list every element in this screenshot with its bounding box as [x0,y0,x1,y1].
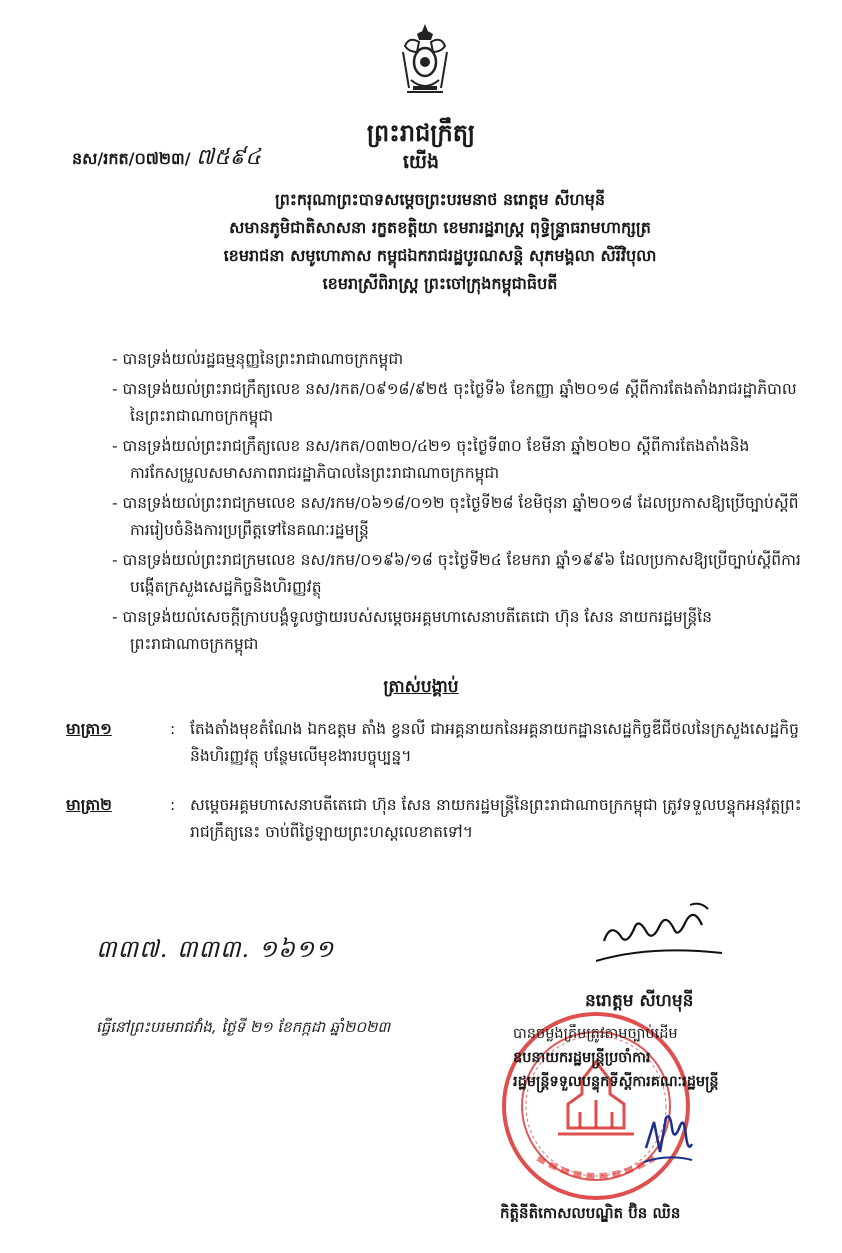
place-and-date: ធ្វើនៅព្រះបរមរាជវាំង, ថ្ងៃទី ២១ ខែកក្កដា ឆ្នាំ២០២៣ [96,1018,391,1036]
consideration-item: - បានទ្រង់យល់ព្រះរាជក្រមលេខ នស/រកម/០១៩៦/១៨ ចុះថ្ងៃទី២៤ ខែមករា ឆ្នាំ១៩៩៦ ដែលប្រកាសឱ្យប្រើច្បាប់ស្តីពីការបង្កើតក្រសួងសេដ្ឋកិច្ចនិងហិរញ្ញវត្ថុ [112,551,801,596]
article-text: សម្តេចអគ្គមហាសេនាបតីតេជោ ហ៊ុន សែន នាយករដ្ឋមន្ត្រីនៃព្រះរាជាណាចក្រកម្ពុជា ត្រូវទទួលបន្ទុកអនុវត្តព្រះរាជក្រឹត្យនេះ ចាប់ពីថ្ងៃឡាយព្រះហស្តលេខាតទៅ។ [190,796,802,841]
we-heading: យើង [402,151,440,173]
royal-titles [160,186,720,298]
king-name: នរោត្តម សីហមុនី [585,991,694,1011]
consideration-item: - បានទ្រង់យល់ព្រះរាជក្រឹត្យលេខ នស/រកត/០៣២០/៤២១ ចុះថ្ងៃទី៣០ ខែមីនា ឆ្នាំ២០២០ ស្តីពីការតែងតាំងនិងការកែសម្រួលសមាសភាពរាជរដ្ឋាភិបាលនៃព្រះរាជាណាចក្រកម្ពុជា [112,437,750,482]
considerations-list [112,346,802,661]
certifier-signature [640,1108,696,1168]
article-label: មាត្រា២ [66,796,112,814]
article-colon: : [170,796,176,814]
decree-heading: ត្រាស់បង្គាប់ [383,677,459,697]
royal-title-line: ខេមរាជនា សមូហោភាស កម្ពុជឯករាជរដ្ឋបូរណសន្តិ សុភមង្គលា សិរីវិបុលា [223,246,657,265]
article-2 [66,792,806,846]
king-signature [590,895,730,975]
royal-title-line: ខេមរាស្រីពិរាស្ត្រ ព្រះចៅក្រុងកម្ពុជាធិបតី [322,274,558,293]
consideration-item: - បានទ្រង់យល់សេចក្តីក្រាបបង្គំទូលថ្វាយរបស់សម្តេចអគ្គមហាសេនាបតីតេជោ ហ៊ុន សែន នាយករដ្ឋមន្ត្រីនៃព្រះរាជាណាចក្រកម្ពុជា [112,608,712,653]
certifier-name: កិត្តិនីតិកោសលបណ្ឌិត ប៊ិន ឈិន [500,1204,681,1222]
document-title: ព្រះរាជក្រឹត្យ [366,119,476,147]
article-1 [66,716,806,770]
article-text: តែងតាំងមុខតំណែង ឯកឧត្តម តាំង ខ្វនលី ជាអគ្គនាយកនៃអគ្គនាយកដ្ឋានសេដ្ឋកិច្ចឌីជីថលនៃក្រសួងសេដ្ឋកិច្ចនិងហិរញ្ញវត្ថុ បន្ថែមលើមុខងារបច្ចុប្បន្ន។ [190,720,799,765]
article-label: មាត្រា១ [66,720,112,738]
reference-handwritten: ៧៥៩៤ [196,145,261,170]
royal-title-line: ព្រះករុណាព្រះបាទសម្តេចព្រះបរមនាថ នរោត្តម សីហមុនី [274,190,606,209]
consideration-item: - បានទ្រង់យល់ព្រះរាជក្រឹត្យលេខ នស/រកត/០៩១៨/៩២៥ ចុះថ្ងៃទី៦ ខែកញ្ញា ឆ្នាំ២០១៨ ស្តីពីការតែងតាំងរាជរដ្ឋាភិបាលនៃព្រះរាជាណាចក្រកម្ពុជា [112,380,797,425]
cert-copy-line: បានចម្លងត្រឹមត្រូវតាមច្បាប់ដើម [513,1026,678,1042]
royal-title-line: សមានភូមិជាតិសាសនា រក្ខតខត្តិយា ខេមរារដ្ឋរាស្ត្រ ពុទ្ធិន្ទ្រាធរាមហាក្សត្រ [229,218,651,237]
consideration-item: - បានទ្រង់យល់រដ្ឋធម្មនុញ្ញនៃព្រះរាជាណាចក្រកម្ពុជា [112,350,404,368]
consideration-item: - បានទ្រង់យល់ព្រះរាជក្រមលេខ នស/រកម/០៦១៨/០១២ ចុះថ្ងៃទី២៨ ខែមិថុនា ឆ្នាំ២០១៨ ដែលប្រកាសឱ្យប្រើច្បាប់ស្តីពីការរៀបចំនិងការប្រព្រឹត្តទៅនៃគណៈរដ្ឋមន្ត្រី [112,494,799,539]
certification-block [513,1022,813,1094]
cert-title-line: រដ្ឋមន្ត្រីទទួលបន្ទុកទីស្តីការគណៈរដ្ឋមន្ត្រី [513,1074,719,1090]
cert-title-line: ឧបនាយករដ្ឋមន្ត្រីប្រចាំការ [513,1050,651,1066]
royal-arms-icon [395,22,455,98]
reference-number: នស/រកត/០៧២៣/ [72,149,191,168]
handwritten-date: ៣៣៧. ៣៣៣. ១៦១១ [96,935,335,963]
article-colon: : [170,720,176,738]
